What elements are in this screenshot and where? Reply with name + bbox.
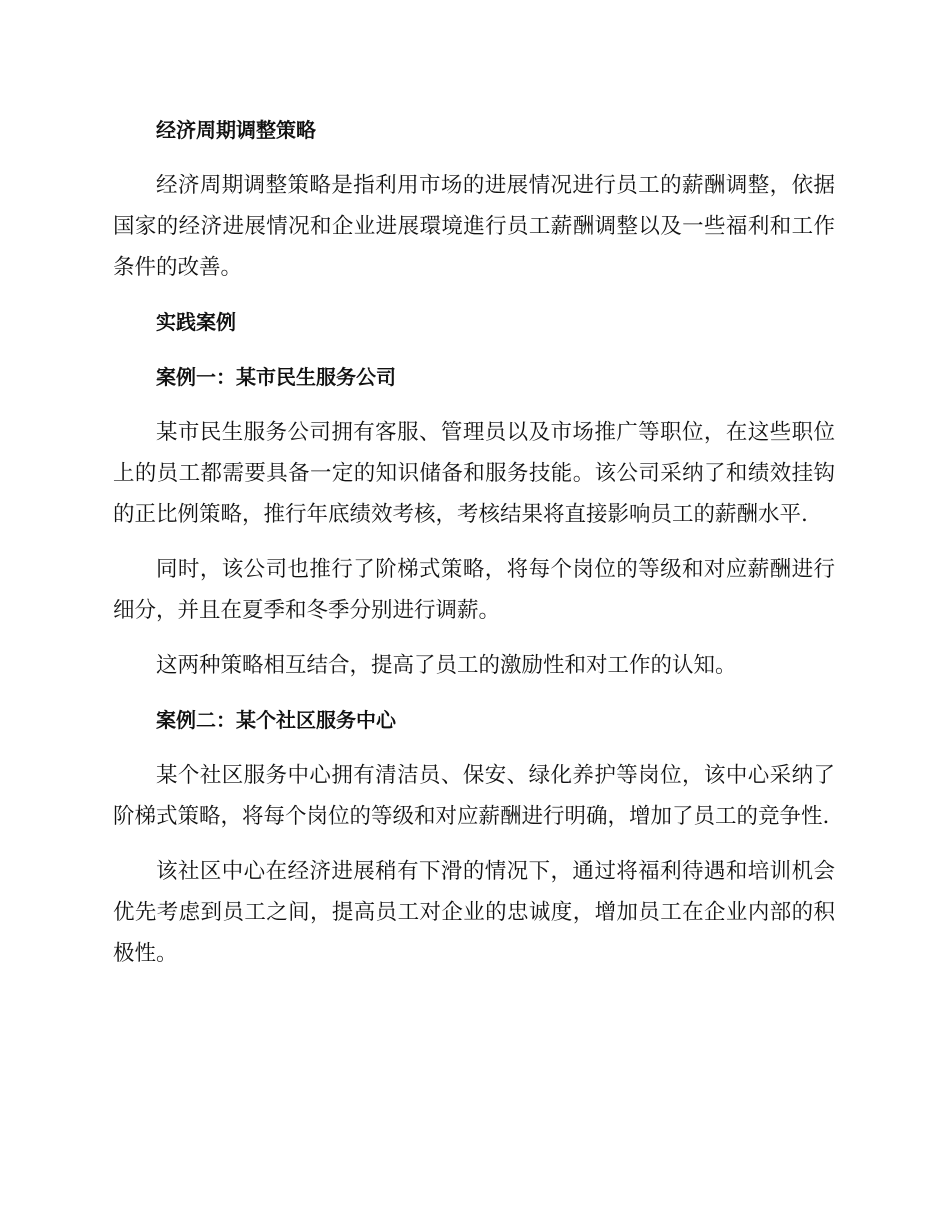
section-heading: 实践案例 (156, 310, 236, 334)
paragraph: 经济周期调整策略是指利用市场的进展情况进行员工的薪酬调整，依据国家的经济进展情况和企业进展環境進行员工薪酬调整以及一些福利和工作条件的改善。 (113, 173, 835, 280)
paragraph: 该社区中心在经济进展稍有下滑的情况下，通过将福利待遇和培训机会优先考虑到员工之间，提高员工对企业的忠诚度，增加员工在企业内部的积极性。 (113, 859, 835, 966)
paragraph: 某个社区服务中心拥有清洁员、保安、绿化养护等岗位，该中心采纳了阶梯式策略，将每个岗位的等级和对应薪酬进行明确，增加了员工的竞争性. (113, 763, 835, 829)
section-heading: 经济周期调整策略 (156, 118, 316, 142)
section-heading: 案例二：某个社区服务中心 (156, 708, 396, 732)
document-body (113, 110, 835, 988)
paragraph: 同时，该公司也推行了阶梯式策略，将每个岗位的等级和对应薪酬进行细分，并且在夏季和冬季分别进行调薪。 (113, 557, 835, 623)
paragraph: 这两种策略相互结合，提高了员工的激励性和对工作的认知。 (156, 653, 737, 678)
section-heading: 案例一：某市民生服务公司 (156, 365, 396, 389)
paragraph: 某市民生服务公司拥有客服、管理员以及市场推广等职位，在这些职位上的员工都需要具备一定的知识储备和服务技能。该公司采纳了和绩效挂钩的正比例策略，推行年底绩效考核，考核结果将直接影响员工的薪酬水平. (113, 420, 835, 527)
